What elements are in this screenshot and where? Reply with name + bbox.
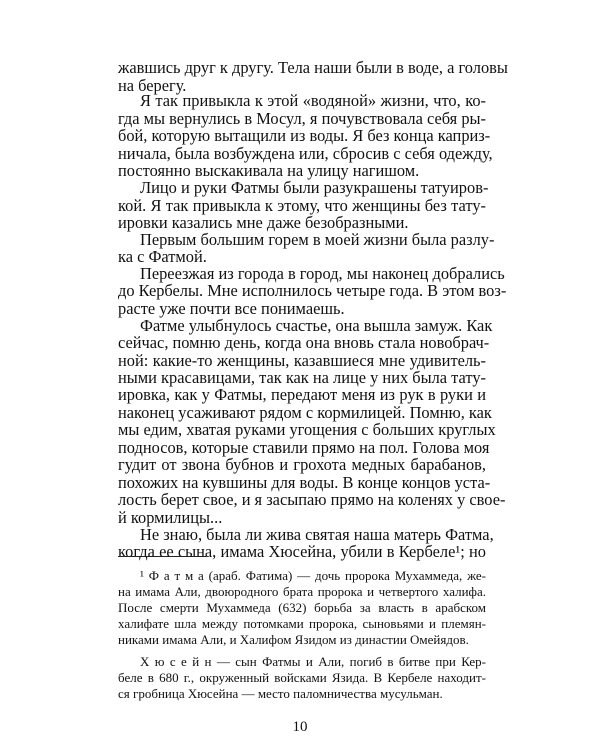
text-line: Лицо и руки Фатмы были разукрашены татуиров- <box>140 178 489 197</box>
text-line: й кормилицы... <box>118 507 223 527</box>
text-line: лость берет свое, и я засыпаю прямо на коленях у свое- <box>118 490 506 510</box>
footnote-line: После смерти Мухаммеда (632) борьба за власть в арабском <box>118 600 486 615</box>
text-line: Фатме улыбнулось счастье, она вышла замуж. Как <box>140 315 493 335</box>
text-line: постоянно выскакивала на улицу нагишом. <box>118 161 420 181</box>
text-line: Первым большим горем в моей жизни была разлу- <box>140 229 495 249</box>
text-line: Переезжая из города в город, мы наконец добрались <box>140 263 505 283</box>
footnote-line: халифате шла между потомками пророка, сыновьями и племян- <box>118 616 486 631</box>
footnote-separator <box>118 556 206 557</box>
text-line: Я так привыкла к этой «водяной» жизни, что, ко- <box>140 91 486 111</box>
footnote-line: никами имама Али, и Халифом Язидом из династии Омейядов. <box>118 632 469 647</box>
footnote-line: беле в 680 г., окруженный войсками Язида. В Кербеле находит- <box>118 670 486 685</box>
text-line: ной: какие-то женщины, казавшиеся мне удивитель- <box>118 350 486 370</box>
text-line: гда мы вернулись в Мосул, я почувствовала себя ры- <box>118 108 486 128</box>
text-line: Не знаю, была ли жива святая наша матерь Фатма, <box>140 524 494 544</box>
footnote-line: на имама Али, двоюродного брата пророка и четвертого халифа. <box>118 584 486 599</box>
footnote-line: ¹ Ф а т м а (араб. Фатима) — дочь пророка Мухаммеда, же- <box>140 568 486 583</box>
text-line: наконец усаживают рядом с кормилицей. Помню, как <box>118 402 492 422</box>
text-line: ными красавицами, так как на лице у них была тату- <box>118 368 486 387</box>
text-line: когда ее сына, имама Хюсейна, убили в Кербеле¹; но <box>118 542 486 561</box>
text-line: до Кербелы. Мне исполнилось четыре года. В этом воз- <box>118 281 507 301</box>
footnote-line: ся гробница Хюсейна — место паломничества мусульман. <box>118 686 443 701</box>
text-line: гудит от звона бубнов и грохота медных барабанов, <box>118 455 486 475</box>
text-line: подносов, которые ставили прямо на пол. Голова моя <box>118 437 490 457</box>
text-line: расте уже почти все понимаешь. <box>118 298 345 318</box>
text-line: ка с Фатмой. <box>118 247 207 267</box>
footnote-line: Х ю с е й н — сын Фатмы и Али, погиб в битве при Кер- <box>140 654 486 669</box>
text-line: ировки казались мне даже безобразными. <box>118 213 409 232</box>
page-number: 10 <box>292 719 308 735</box>
text-line: похожих на кувшины для воды. В конце концов уста- <box>118 472 491 492</box>
text-line: мы едим, хватая руками угощения с больших круглых <box>118 420 496 440</box>
text-line: ничала, была возбуждена или, сбросив с себя одежду, <box>118 143 493 163</box>
text-line: жавшись друг к другу. Тела наши были в воде, а головы <box>118 58 508 77</box>
text-line: сейчас, помню день, когда она вновь стала новобрач- <box>118 333 490 352</box>
text-line: бой, которую вытащили из воды. Я без конца каприз- <box>118 126 491 146</box>
text-line: на берегу. <box>118 75 187 95</box>
text-line: ировка, как у Фатмы, передают меня из рук в руки и <box>118 385 486 405</box>
text-line: кой. Я так привыкла к этому, что женщины без тату- <box>118 195 486 215</box>
